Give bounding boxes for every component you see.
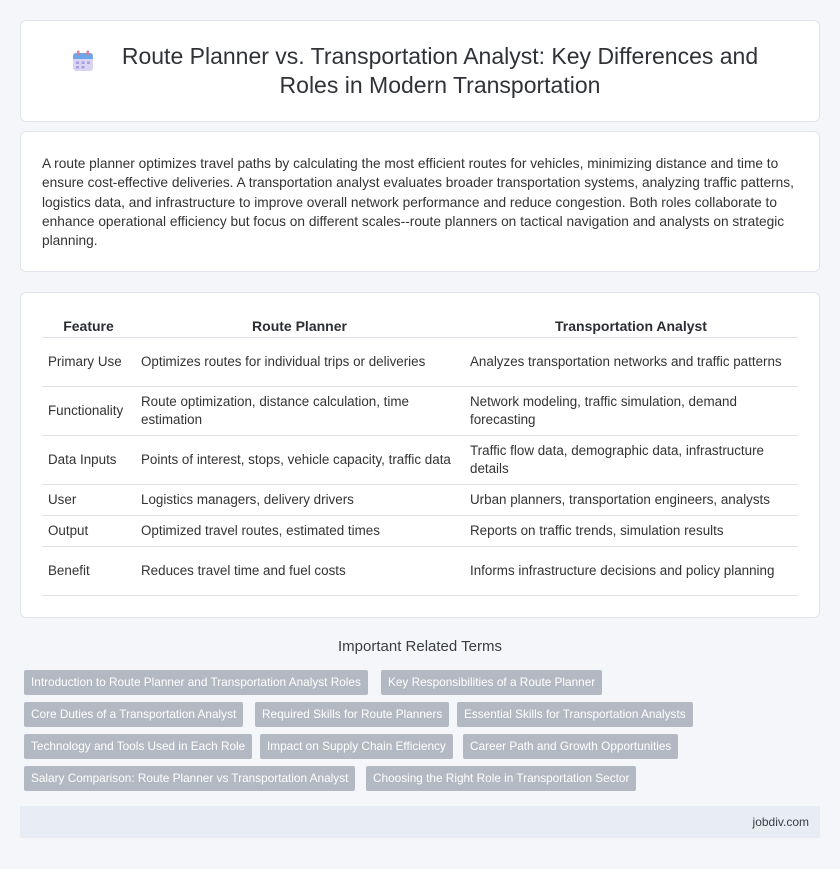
related-term-link[interactable]: Technology and Tools Used in Each Role [24,734,252,759]
header-feature: Feature [63,317,114,334]
header-route-planner: Route Planner [252,317,347,334]
related-term-link[interactable]: Career Path and Growth Opportunities [463,734,678,759]
page-title: Route Planner vs. Transportation Analyst: Key Differences and Roles in Modern Transportation [121,43,759,98]
footer-site-link[interactable]: jobdiv.com [752,815,809,829]
row-route-planner: Optimized travel routes, estimated times [135,515,464,546]
table-row [42,435,798,484]
intro-card [20,131,820,272]
row-route-planner: Reduces travel time and fuel costs [135,546,464,595]
header-transportation-analyst: Transportation Analyst [555,317,707,334]
row-route-planner: Points of interest, stops, vehicle capacity, traffic data [135,435,464,484]
table-row [42,386,798,435]
related-term-link[interactable]: Core Duties of a Transportation Analyst [24,702,243,727]
related-term-link[interactable]: Introduction to Route Planner and Transportation Analyst Roles [24,670,368,695]
intro-paragraph: A route planner optimizes travel paths by calculating the most efficient routes for vehicles, minimizing distance and time to ensure cost-effective deliveries. A transportation analyst evaluates broader transportation systems, analyzing traffic patterns, logistics data, and infrastructure to improve overall network performance and reduce congestion. Both roles collaborate to enhance operational efficiency but focus on different scales--route planners on tactical navigation and analysts on strategic planning. [42,156,794,249]
comparison-table [42,315,798,596]
related-term-link[interactable]: Choosing the Right Role in Transportation Sector [366,766,636,791]
row-feature: Data Inputs [42,435,135,484]
related-term-link[interactable]: Key Responsibilities of a Route Planner [381,670,602,695]
row-route-planner: Optimizes routes for individual trips or deliveries [135,337,464,386]
related-term-link[interactable]: Impact on Supply Chain Efficiency [260,734,453,759]
related-terms-title: Important Related Terms [338,638,502,655]
row-transportation-analyst: Analyzes transportation networks and traffic patterns [464,337,798,386]
related-term-link[interactable]: Essential Skills for Transportation Analysts [457,702,693,727]
row-route-planner: Logistics managers, delivery drivers [135,484,464,515]
table-header-row [42,315,798,337]
row-transportation-analyst: Traffic flow data, demographic data, infrastructure details [464,435,798,484]
row-transportation-analyst: Reports on traffic trends, simulation results [464,515,798,546]
table-row [42,515,798,546]
row-transportation-analyst: Network modeling, traffic simulation, demand forecasting [464,386,798,435]
title-card [20,20,820,122]
comparison-card [20,292,820,618]
row-feature: Output [42,515,135,546]
table-row [42,484,798,515]
footer [20,806,820,838]
table-row [42,546,798,595]
row-feature: Primary Use [42,337,135,386]
related-term-link[interactable]: Salary Comparison: Route Planner vs Transportation Analyst [24,766,355,791]
related-term-link[interactable]: Required Skills for Route Planners [255,702,449,727]
row-feature: Functionality [42,386,135,435]
row-transportation-analyst: Urban planners, transportation engineers, analysts [464,484,798,515]
row-transportation-analyst: Informs infrastructure decisions and policy planning [464,546,798,595]
table-row [42,337,798,386]
row-route-planner: Route optimization, distance calculation, time estimation [135,386,464,435]
row-feature: User [42,484,135,515]
row-feature: Benefit [42,546,135,595]
